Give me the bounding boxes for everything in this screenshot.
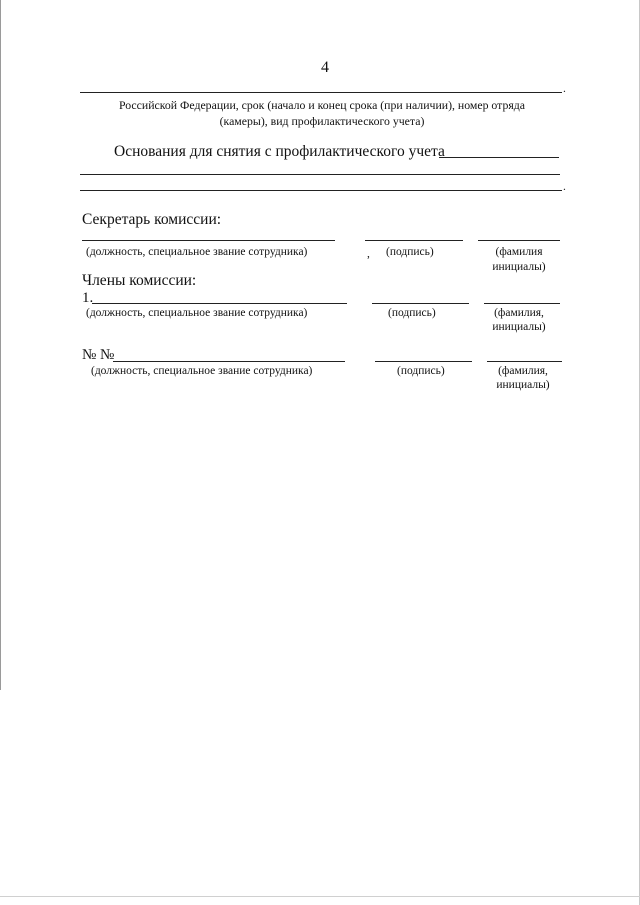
member-1-number: 1. — [82, 290, 94, 306]
member-n-signature-line[interactable] — [375, 361, 472, 362]
secretary-tick-mark: , — [367, 248, 370, 260]
page-number: 4 — [321, 59, 329, 76]
member-n-name-caption-line2: инициалы) — [496, 379, 550, 391]
secretary-signature-line[interactable] — [365, 240, 463, 241]
header-caption-line2: (камеры), вид профилактического учета) — [219, 114, 425, 128]
grounds-period: . — [563, 181, 566, 193]
member-n-name-caption-line1: (фамилия, — [498, 365, 548, 377]
grounds-fill-inline[interactable] — [439, 157, 559, 158]
secretary-heading: Секретарь комиссии: — [82, 211, 222, 228]
grounds-fill-line-2[interactable] — [80, 190, 562, 191]
grounds-label: Основания для снятия с профилактического учета — [114, 143, 445, 160]
scan-edge-left — [0, 0, 1, 690]
member-1-name-caption-line1: (фамилия, — [494, 307, 544, 319]
member-n-name-line[interactable] — [487, 361, 562, 362]
secretary-name-caption-line1: (фамилия — [495, 246, 543, 258]
member-1-position-caption: (должность, специальное звание сотрудника) — [86, 307, 308, 319]
member-1-position-line[interactable] — [92, 303, 347, 304]
member-n-number: № № — [82, 347, 115, 363]
member-1-name-line[interactable] — [484, 303, 560, 304]
member-n-position-caption: (должность, специальное звание сотрудника) — [91, 365, 313, 377]
member-n-position-line[interactable] — [113, 361, 345, 362]
members-heading: Члены комиссии: — [82, 272, 197, 289]
member-n-signature-caption: (подпись) — [397, 365, 445, 377]
member-1-name-caption-line2: инициалы) — [492, 321, 546, 333]
grounds-fill-line-1[interactable] — [80, 174, 560, 175]
header-caption-line1: Российской Федерации, срок (начало и конец срока (при наличии), номер отряда — [118, 98, 526, 112]
secretary-position-line[interactable] — [82, 240, 335, 241]
secretary-name-line[interactable] — [478, 240, 560, 241]
header-fill-line[interactable] — [80, 92, 562, 93]
scan-edge-bottom — [0, 896, 640, 897]
secretary-signature-caption: (подпись) — [386, 246, 434, 258]
secretary-position-caption: (должность, специальное звание сотрудника) — [86, 246, 308, 258]
secretary-name-caption-line2: инициалы) — [492, 261, 546, 273]
header-period: . — [563, 83, 566, 95]
member-1-signature-line[interactable] — [372, 303, 469, 304]
member-1-signature-caption: (подпись) — [388, 307, 436, 319]
